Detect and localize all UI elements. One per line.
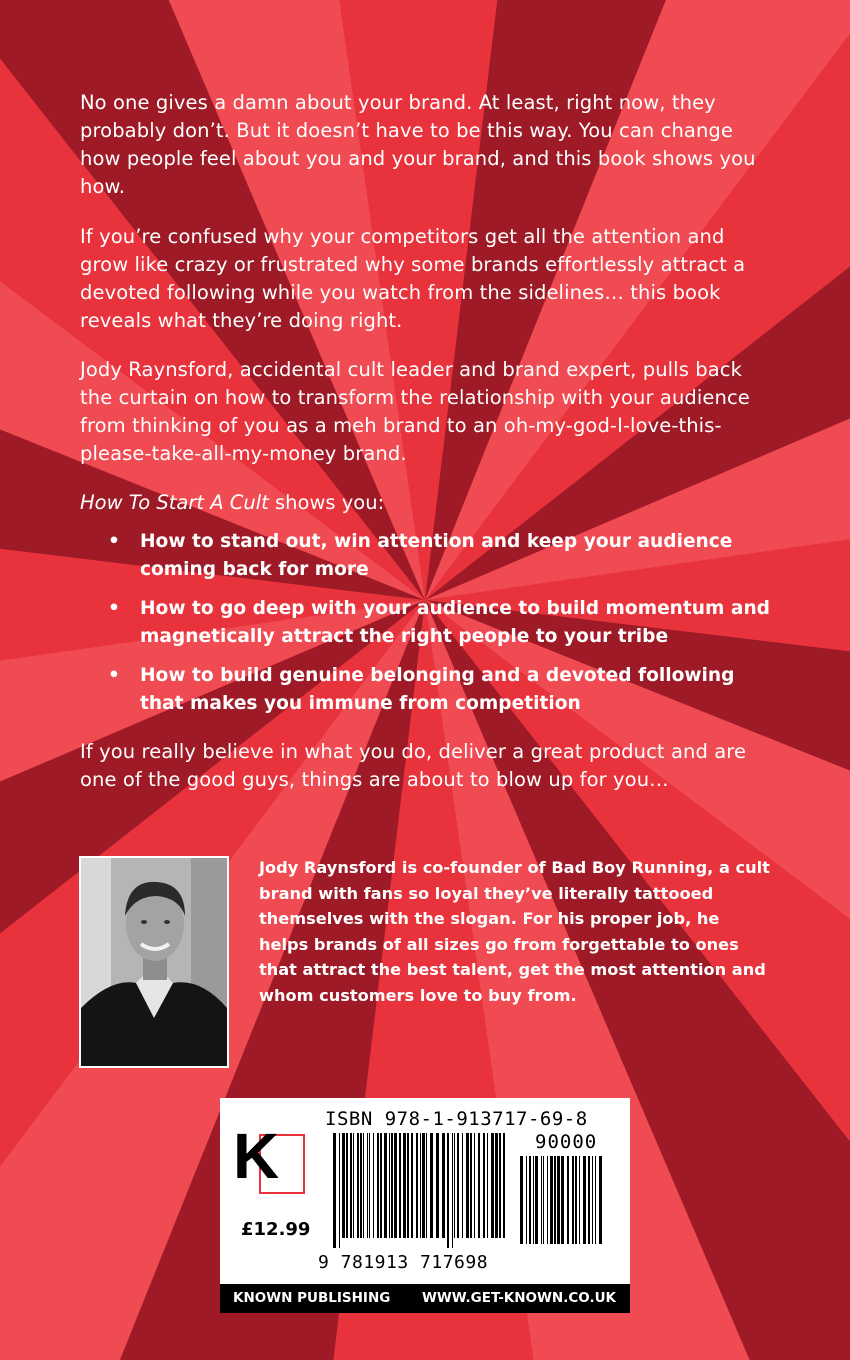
barcode-bar (363, 1133, 364, 1238)
barcode-bar (550, 1156, 553, 1244)
barcode-bar (391, 1133, 393, 1238)
list-item-text: How to stand out, win attention and keep your audience coming back for more (140, 531, 733, 580)
barcode-bar (350, 1133, 352, 1238)
barcode-bar (384, 1133, 387, 1238)
barcode-bar (592, 1156, 593, 1244)
barcode-bar (360, 1133, 362, 1238)
barcode-bar (457, 1133, 459, 1238)
publisher-website: WWW.GET-KNOWN.CO.UK (421, 1290, 616, 1306)
author-photo (79, 856, 229, 1068)
barcode-bar (399, 1133, 401, 1238)
barcode-bar (353, 1133, 354, 1238)
ean-barcode (333, 1133, 511, 1248)
bullet-icon: • (108, 665, 120, 686)
barcode-bar (466, 1133, 469, 1238)
barcode-bar (595, 1156, 596, 1244)
shows-you-text: shows you: (268, 491, 385, 514)
list-item (108, 662, 773, 718)
barcode-bar (470, 1133, 472, 1238)
barcode-bar (491, 1133, 494, 1238)
barcode-bar (575, 1156, 577, 1244)
barcode-bar (533, 1156, 534, 1244)
barcode-bar (339, 1133, 340, 1248)
logo-letter: K (233, 1120, 280, 1192)
barcode-bar (554, 1156, 556, 1244)
book-title: How To Start A Cult (80, 491, 269, 514)
barcode-bar (541, 1156, 542, 1244)
closing-paragraph: If you really believe in what you do, deliver a great product and are one of the good guys, things are about to blow up for you… (80, 740, 747, 791)
barcode-bar (403, 1133, 406, 1238)
benefit-list (108, 528, 773, 729)
barcode-panel (220, 1098, 630, 1313)
barcode-bar (436, 1133, 439, 1238)
bullet-icon: • (108, 598, 120, 619)
barcode-bar (588, 1156, 590, 1244)
barcode-bar (567, 1156, 569, 1244)
barcode-bar (583, 1156, 586, 1244)
barcode-bar (529, 1156, 531, 1244)
barcode-bar (380, 1133, 382, 1238)
barcode-bar (420, 1133, 421, 1238)
barcode-bar (367, 1133, 368, 1238)
barcode-bar (342, 1133, 345, 1238)
list-item-text: How to go deep with your audience to build momentum and magnetically attract the right people to your tribe (140, 598, 770, 647)
barcode-bar (369, 1133, 370, 1238)
publisher-name: KNOWN PUBLISHING (233, 1290, 391, 1306)
barcode-bar (442, 1133, 445, 1238)
barcode-bar (452, 1133, 453, 1248)
barcode-bar (561, 1156, 564, 1244)
barcode-bar (526, 1156, 527, 1244)
barcode-bar (346, 1133, 348, 1238)
price-label: £12.99 (241, 1219, 311, 1240)
shows-you-line (80, 489, 384, 517)
barcode-bar (474, 1133, 475, 1238)
barcode-bar (483, 1133, 485, 1238)
barcode-bar (503, 1133, 505, 1238)
competitors-paragraph: If you’re confused why your competitors get all the attention and grow like crazy or frustrated why some brands effortlessly attract a devoted following while you watch from the sidelines… this book reveals what they’re doing right. (80, 225, 746, 332)
barcode-bar (430, 1133, 433, 1238)
barcode-bar (411, 1133, 413, 1238)
list-item-text: How to build genuine belonging and a devoted following that makes you immune from competition (140, 665, 735, 714)
barcode-bar (520, 1156, 523, 1244)
barcode-bar (543, 1156, 544, 1244)
bullet-icon: • (108, 531, 120, 552)
author-bio: Jody Raynsford is co-founder of Bad Boy Running, a cult brand with fans so loyal they’ve literally tattooed themselves with the slogan. For his proper job, he helps brands of all sizes go from forgettable to ones that attract the best talent, get the most attention and whom customers love to buy from. (259, 858, 770, 1005)
barcode-bar (373, 1133, 374, 1238)
barcode-bar (389, 1133, 390, 1238)
barcode-bar (426, 1133, 427, 1238)
intro-paragraph: No one gives a damn about your brand. At least, right now, they probably don’t. But it doesn’t have to be this way. You can change how people feel about you and your brand, and this book shows you how. (80, 91, 756, 198)
price-code: 90000 (535, 1131, 598, 1153)
barcode-bar (572, 1156, 574, 1244)
barcode-bar (462, 1133, 463, 1238)
barcode-bar (422, 1133, 425, 1238)
barcode-bar (499, 1133, 501, 1238)
author-intro-paragraph: Jody Raynsford, accidental cult leader and brand expert, pulls back the curtain on how to transform the relationship with your audience from thinking of you as a meh brand to an oh-my-god-I-love-this-please-take-all-my-money brand. (80, 358, 750, 465)
isbn-label: ISBN 978-1-913717-69-8 (325, 1108, 588, 1130)
barcode-bar (487, 1133, 488, 1238)
list-item (108, 595, 773, 651)
barcode-bar (394, 1133, 397, 1238)
barcode-bar (454, 1133, 455, 1238)
addon-barcode (520, 1156, 606, 1254)
barcode-bar (416, 1133, 418, 1238)
barcode-digits: 9 781913 717698 (318, 1252, 489, 1273)
barcode-bar (407, 1133, 409, 1238)
publisher-bar (220, 1284, 630, 1313)
barcode-bar (557, 1156, 560, 1244)
barcode-bar (579, 1156, 580, 1244)
barcode-bar (377, 1133, 379, 1238)
list-item (108, 528, 773, 584)
barcode-bar (547, 1156, 548, 1244)
barcode-bar (478, 1133, 480, 1238)
barcode-bar (357, 1133, 359, 1238)
barcode-bar (447, 1133, 449, 1248)
barcode-bar (495, 1133, 498, 1238)
barcode-bar (599, 1156, 602, 1244)
barcode-bar (535, 1156, 538, 1244)
barcode-bar (333, 1133, 336, 1248)
